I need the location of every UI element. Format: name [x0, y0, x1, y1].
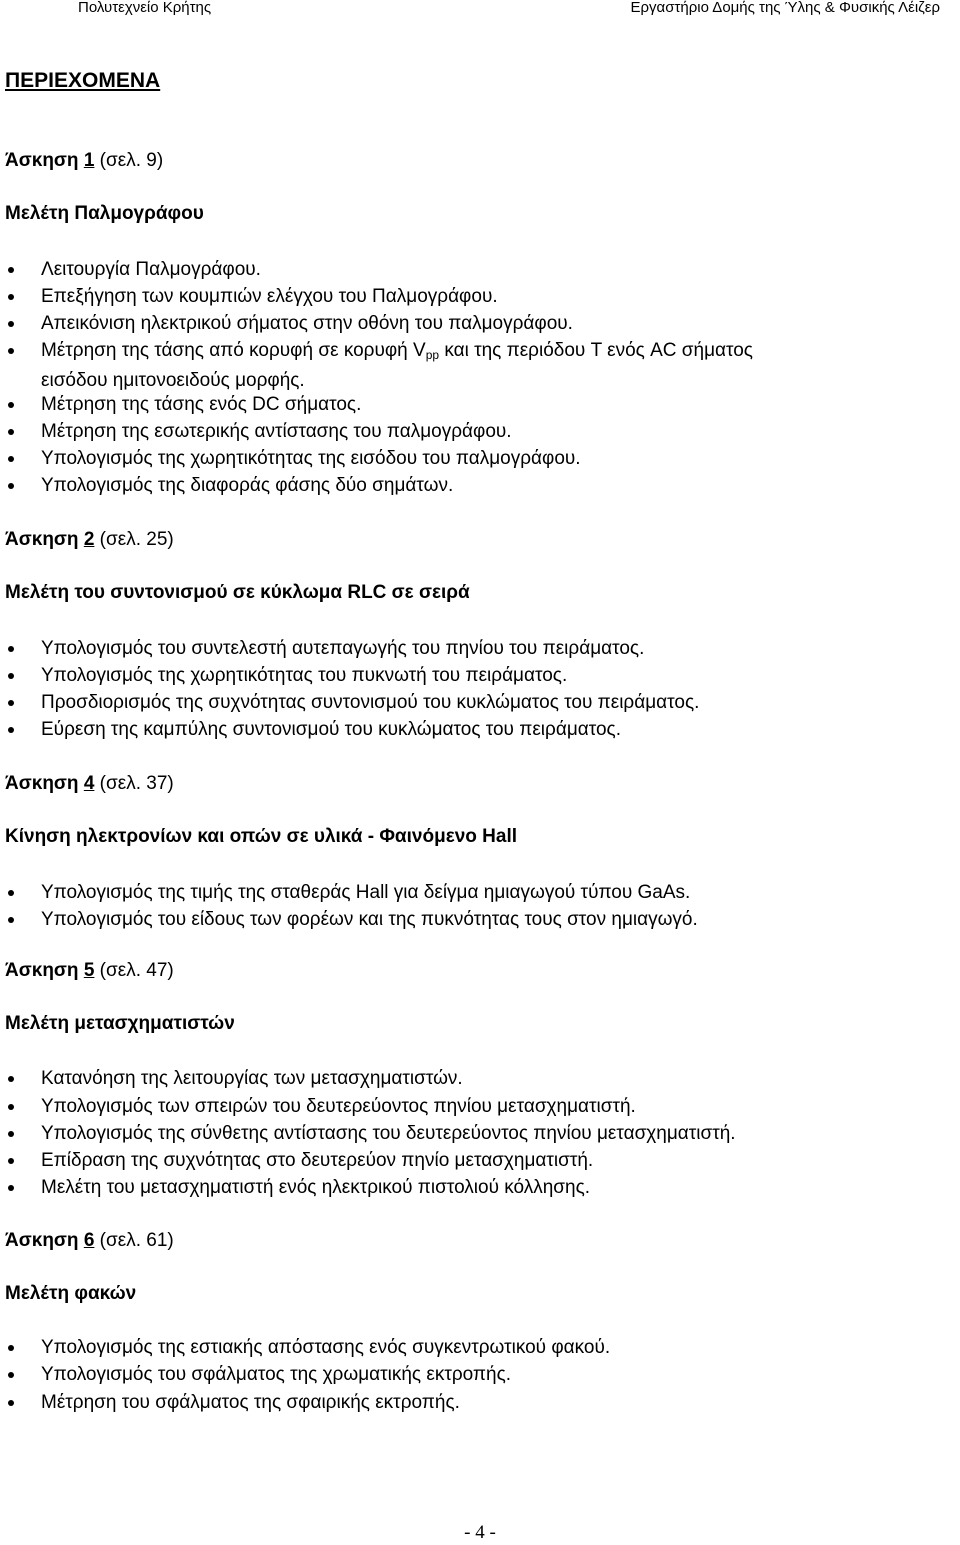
exercise-number: 5	[83, 960, 95, 981]
bullet-icon	[8, 294, 14, 300]
list-item-text: Λειτουργία Παλμογράφου.	[41, 259, 261, 280]
bullet-icon	[8, 456, 14, 462]
bullet-icon	[8, 1131, 14, 1137]
bullet-icon	[8, 429, 14, 435]
list-item-text: Υπολογισμός της εστιακής απόστασης ενός συγκεντρωτικού φακού.	[41, 1337, 611, 1358]
exercise-title: Μελέτη του συντονισμού σε κύκλωμα RLC σε σειρά	[5, 582, 470, 603]
exercise-number: 2	[83, 529, 95, 550]
page-header-right: Εργαστήριο Δομής της Ύλης & Φυσικής Λέιζερ	[630, 0, 940, 16]
list-item-text: Υπολογισμός της χωρητικότητας της εισόδου του παλμογράφου.	[41, 448, 581, 469]
exercise-page: (σελ. 37)	[99, 773, 174, 794]
bullet-icon	[8, 267, 14, 273]
exercise-label: Άσκηση	[5, 773, 79, 794]
bullet-icon	[8, 890, 14, 896]
vpp-subscript: pp	[425, 348, 440, 362]
vpp-line2-text: εισόδου ημιτονοειδούς μορφής.	[41, 370, 305, 391]
vpp-rest-text: και της περιόδου T ενός AC σήματος	[439, 340, 753, 361]
exercise-number: 4	[83, 773, 95, 794]
list-item-text: Κατανόηση της λειτουργίας των μετασχηματιστών.	[41, 1068, 463, 1089]
list-item-text	[41, 338, 941, 394]
list-item-text: Μέτρηση της τάσης ενός DC σήματος.	[41, 394, 362, 415]
bullet-icon	[8, 673, 14, 679]
bullet-icon	[8, 700, 14, 706]
list-item-text: Υπολογισμός του είδους των φορέων και της πυκνότητας τους στον ημιαγωγό.	[41, 909, 698, 930]
list-item-text: Υπολογισμός της χωρητικότητας του πυκνωτή του πειράματος.	[41, 665, 568, 686]
list-item-text: Μέτρηση του σφάλματος της σφαιρικής εκτροπής.	[41, 1392, 460, 1413]
exercise-label: Άσκηση	[5, 960, 79, 981]
exercise-title: Μελέτη Παλμογράφου	[5, 203, 204, 224]
exercise-heading	[5, 1229, 174, 1253]
exercise-page: (σελ. 47)	[99, 960, 174, 981]
bullet-icon	[8, 1158, 14, 1164]
bullet-icon	[8, 348, 14, 354]
list-item-text: Υπολογισμός της τιμής της σταθεράς Hall για δείγμα ημιαγωγού τύπου GaAs.	[41, 882, 691, 903]
exercise-title: Μελέτη μετασχηματιστών	[5, 1013, 235, 1034]
bullet-icon	[8, 1345, 14, 1351]
bullet-icon	[8, 1104, 14, 1110]
exercise-heading	[5, 528, 174, 552]
bullet-icon	[8, 402, 14, 408]
toc-title: ΠΕΡΙΕΧΟΜΕΝΑ	[5, 69, 161, 92]
bullet-icon	[8, 917, 14, 923]
list-item-text: Υπολογισμός του συντελεστή αυτεπαγωγής του πηνίου του πειράματος.	[41, 638, 645, 659]
exercise-label: Άσκηση	[5, 529, 79, 550]
bullet-icon	[8, 1400, 14, 1406]
list-item-text: Υπολογισμός του σφάλματος της χρωματικής εκτροπής.	[41, 1364, 512, 1385]
bullet-icon	[8, 1076, 14, 1082]
bullet-icon	[8, 483, 14, 489]
list-item-text: Προσδιορισμός της συχνότητας συντονισμού του κυκλώματος του πειράματος.	[41, 692, 700, 713]
list-item-text: Μέτρηση της εσωτερικής αντίστασης του παλμογράφου.	[41, 421, 512, 442]
list-item-text: Εύρεση της καμπύλης συντονισμού του κυκλώματος του πειράματος.	[41, 719, 621, 740]
exercise-title: Κίνηση ηλεκτρονίων και οπών σε υλικά - Φαινόμενο Hall	[5, 826, 518, 847]
bullet-icon	[8, 321, 14, 327]
exercise-label: Άσκηση	[5, 1230, 79, 1251]
exercise-page: (σελ. 9)	[99, 150, 164, 171]
exercise-heading	[5, 959, 174, 983]
list-item-text: Απεικόνιση ηλεκτρικού σήματος στην οθόνη του παλμογράφου.	[41, 313, 573, 334]
bullet-icon	[8, 1185, 14, 1191]
exercise-label: Άσκηση	[5, 150, 79, 171]
page-number: - 4 -	[464, 1522, 496, 1543]
exercise-title: Μελέτη φακών	[5, 1283, 137, 1304]
list-item-text: Υπολογισμός της διαφοράς φάσης δύο σημάτων.	[41, 475, 454, 496]
exercise-page: (σελ. 25)	[99, 529, 174, 550]
exercise-heading	[5, 772, 174, 796]
bullet-icon	[8, 727, 14, 733]
list-item-text: Υπολογισμός των σπειρών του δευτερεύοντος πηνίου μετασχηματιστή.	[41, 1096, 636, 1117]
exercise-number: 6	[83, 1230, 95, 1251]
bullet-icon	[8, 1372, 14, 1378]
vpp-text: Μέτρηση της τάσης από κορυφή σε κορυφή V	[41, 340, 426, 361]
exercise-page: (σελ. 61)	[99, 1230, 174, 1251]
list-item-text: Επίδραση της συχνότητας στο δευτερεύον πηνίο μετασχηματιστή.	[41, 1150, 594, 1171]
exercise-heading	[5, 149, 163, 173]
exercise-number: 1	[83, 150, 95, 171]
bullet-icon	[8, 646, 14, 652]
list-item-text: Μελέτη του μετασχηματιστή ενός ηλεκτρικού πιστολιού κόλλησης.	[41, 1177, 591, 1198]
page-header-left: Πολυτεχνείο Κρήτης	[78, 0, 212, 16]
list-item-text: Επεξήγηση των κουμπιών ελέγχου του Παλμογράφου.	[41, 286, 498, 307]
list-item-text: Υπολογισμός της σύνθετης αντίστασης του δευτερεύοντος πηνίου μετασχηματιστή.	[41, 1123, 736, 1144]
